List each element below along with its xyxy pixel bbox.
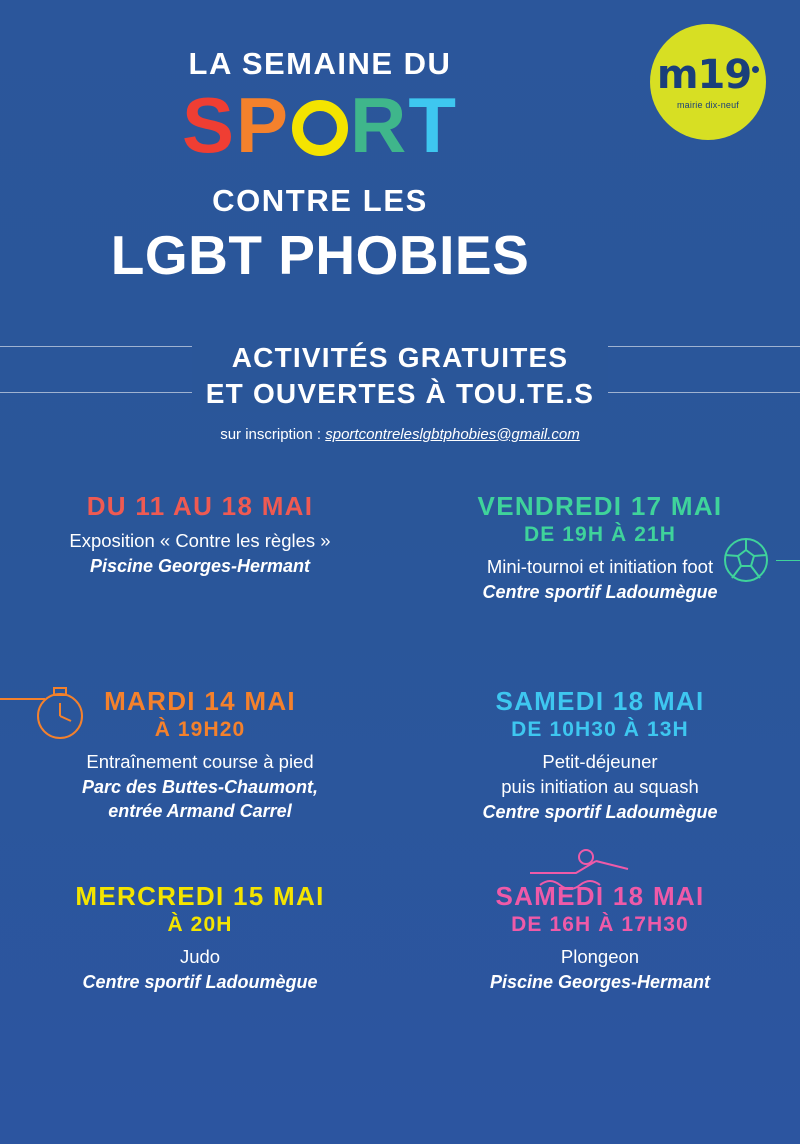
events-grid bbox=[0, 492, 800, 1077]
title-sport bbox=[0, 81, 640, 169]
event-card bbox=[400, 687, 800, 882]
event-description: Entraînement course à pied bbox=[86, 751, 314, 773]
info-band bbox=[0, 340, 800, 443]
event-date: SAMEDI 18 MAI bbox=[495, 686, 705, 716]
logo-mark-text: m19 bbox=[656, 51, 752, 98]
event-description: Plongeon bbox=[560, 946, 640, 968]
event-location: Centre sportif Ladoumègue bbox=[482, 802, 718, 823]
free-activities-text bbox=[192, 340, 608, 412]
event-time: À 19H20 bbox=[154, 718, 246, 742]
logo-mark bbox=[656, 51, 759, 98]
event-location: Piscine Georges-Hermant bbox=[89, 556, 311, 577]
event-description: Petit-déjeuner puis initiation au squash bbox=[501, 751, 699, 798]
event-location: Piscine Georges-Hermant bbox=[489, 972, 711, 993]
free-activities-line2: ET OUVERTES À TOU.TE.S bbox=[205, 377, 595, 409]
event-card bbox=[0, 687, 400, 882]
sport-letter-s: S bbox=[181, 81, 236, 169]
free-activities-line1: ACTIVITÉS GRATUITES bbox=[231, 342, 569, 373]
event-description: Judo bbox=[179, 946, 221, 968]
title-contre: CONTRE LES bbox=[212, 182, 428, 218]
event-date: MARDI 14 MAI bbox=[104, 686, 296, 716]
event-card bbox=[400, 492, 800, 687]
sport-letter-o bbox=[292, 100, 348, 156]
event-description: Exposition « Contre les règles » bbox=[69, 530, 331, 552]
signup-prefix: sur inscription : bbox=[220, 425, 326, 443]
event-date: VENDREDI 17 MAI bbox=[477, 491, 723, 521]
event-time: À 20H bbox=[167, 913, 233, 937]
m19-logo bbox=[650, 24, 766, 140]
logo-subtitle: mairie dix-neuf bbox=[676, 99, 740, 110]
title-kicker: LA SEMAINE DU bbox=[188, 46, 452, 81]
sport-letter-t: T bbox=[408, 81, 459, 169]
event-location: Centre sportif Ladoumègue bbox=[482, 582, 718, 603]
title-lgbt: LGBT PHOBIES bbox=[110, 223, 530, 286]
event-location: Centre sportif Ladoumègue bbox=[82, 972, 318, 993]
signup-email[interactable]: sportcontreleslgbtphobies@gmail.com bbox=[325, 425, 580, 443]
title-block bbox=[0, 48, 640, 285]
event-card bbox=[0, 492, 400, 687]
sport-letter-r: R bbox=[350, 81, 409, 169]
event-date: MERCREDI 15 MAI bbox=[75, 881, 325, 911]
logo-dot-icon bbox=[752, 66, 759, 73]
event-time: DE 10H30 À 13H bbox=[511, 718, 689, 742]
signup-line bbox=[0, 426, 800, 443]
event-time: DE 16H À 17H30 bbox=[511, 913, 689, 937]
event-date: SAMEDI 18 MAI bbox=[495, 881, 705, 911]
event-card bbox=[0, 882, 400, 1077]
event-card bbox=[400, 882, 800, 1077]
sport-letter-p: P bbox=[236, 81, 291, 169]
event-description: Mini-tournoi et initiation foot bbox=[486, 556, 714, 578]
event-date: DU 11 AU 18 MAI bbox=[86, 491, 314, 521]
event-location: Parc des Buttes-Chaumont, entrée Armand Carrel bbox=[81, 777, 319, 821]
event-time: DE 19H À 21H bbox=[523, 523, 677, 547]
